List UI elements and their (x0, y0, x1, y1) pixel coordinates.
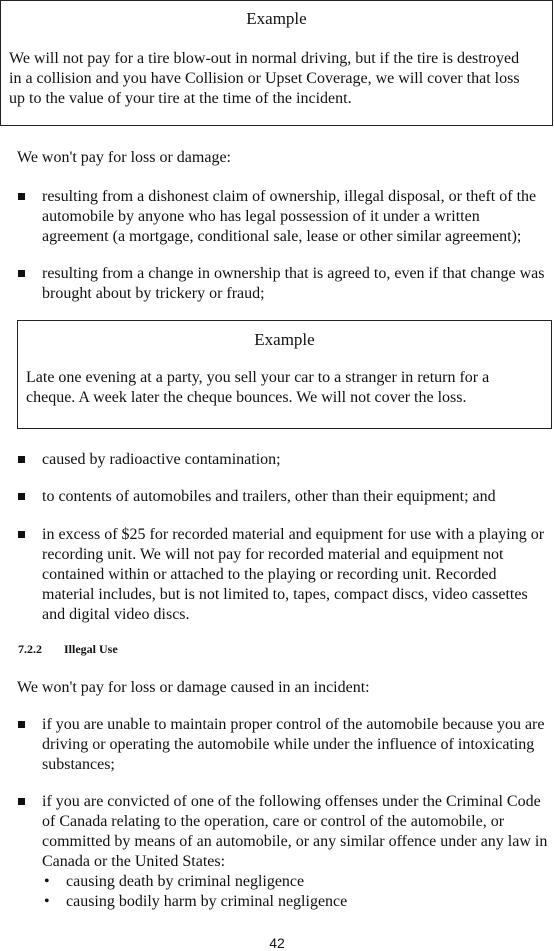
list-item-line: Canada or the United States: (42, 853, 226, 870)
square-bullet-icon (18, 493, 25, 500)
list-item-line: if you are unable to maintain proper control of the automobile because you are (42, 716, 545, 733)
list-item-line: resulting from a dishonest claim of ownership, illegal disposal, or theft of the (42, 188, 537, 205)
list-item-line: brought about by trickery or fraud; (42, 285, 265, 302)
list-item-line: recording unit. We will not pay for recorded material and equipment not (42, 546, 504, 563)
list-item-line: caused by radioactive contamination; (42, 451, 281, 468)
sub-list-item (42, 872, 554, 892)
list-item-line: if you are convicted of one of the following offenses under the Criminal Code (42, 793, 541, 810)
dot-bullet-icon: • (44, 873, 50, 890)
intro-paragraph: We won't pay for loss or damage caused in an incident: (17, 679, 370, 696)
list-item-line: resulting from a change in ownership that is agreed to, even if that change was (42, 265, 545, 282)
square-bullet-icon (18, 798, 25, 805)
section-heading (18, 641, 118, 657)
section-title: Illegal Use (64, 642, 118, 656)
example-text-line: We will not pay for a tire blow-out in normal driving, but if the tire is destroyed (9, 50, 520, 67)
square-bullet-icon (18, 270, 25, 277)
list-item-line: automobile by anyone who has legal possession of it under a written (42, 208, 480, 225)
list-item-line: to contents of automobiles and trailers, other than their equipment; and (42, 488, 496, 505)
sub-list-item (42, 892, 554, 912)
page-number: 42 (269, 935, 285, 951)
example-box (17, 320, 552, 429)
dot-bullet-icon: • (44, 893, 50, 910)
list-item-line: of Canada relating to the operation, care or control of the automobile, or (42, 813, 505, 830)
list-item-line: in excess of $25 for recorded material and equipment for use with a playing or (42, 526, 545, 543)
example-box (0, 0, 553, 126)
example-text-line: up to the value of your tire at the time of the incident. (9, 90, 352, 107)
section-number: 7.2.2 (18, 642, 42, 656)
example-text-line: Late one evening at a party, you sell your car to a stranger in return for a (26, 369, 490, 386)
example-title: Example (254, 330, 315, 349)
square-bullet-icon (18, 456, 25, 463)
list-item-line: committed by means of an automobile, or any similar offence under any law in (42, 833, 548, 850)
square-bullet-icon (18, 193, 25, 200)
example-text-line: in a collision and you have Collision or Upset Coverage, we will cover that loss (9, 70, 520, 87)
sub-bullet-list (42, 872, 554, 912)
sub-list-item-text: causing bodily harm by criminal negligence (66, 893, 348, 910)
list-item-line: material includes, but is not limited to, tapes, compact discs, video cassettes (42, 586, 528, 603)
sub-list-item-text: causing death by criminal negligence (66, 873, 305, 890)
list-item-line: agreement (a mortgage, conditional sale, lease or other similar agreement); (42, 228, 522, 245)
square-bullet-icon (18, 721, 25, 728)
list-item-line: and digital video discs. (42, 606, 190, 623)
list-item-line: substances; (42, 756, 115, 773)
example-title: Example (246, 9, 307, 28)
square-bullet-icon (18, 531, 25, 538)
list-item-line: driving or operating the automobile while under the influence of intoxicating (42, 736, 535, 753)
example-text-line: cheque. A week later the cheque bounces. We will not cover the loss. (26, 389, 467, 406)
list-item-line: contained within or attached to the playing or recording unit. Recorded (42, 566, 497, 583)
intro-paragraph: We won't pay for loss or damage: (17, 149, 231, 166)
